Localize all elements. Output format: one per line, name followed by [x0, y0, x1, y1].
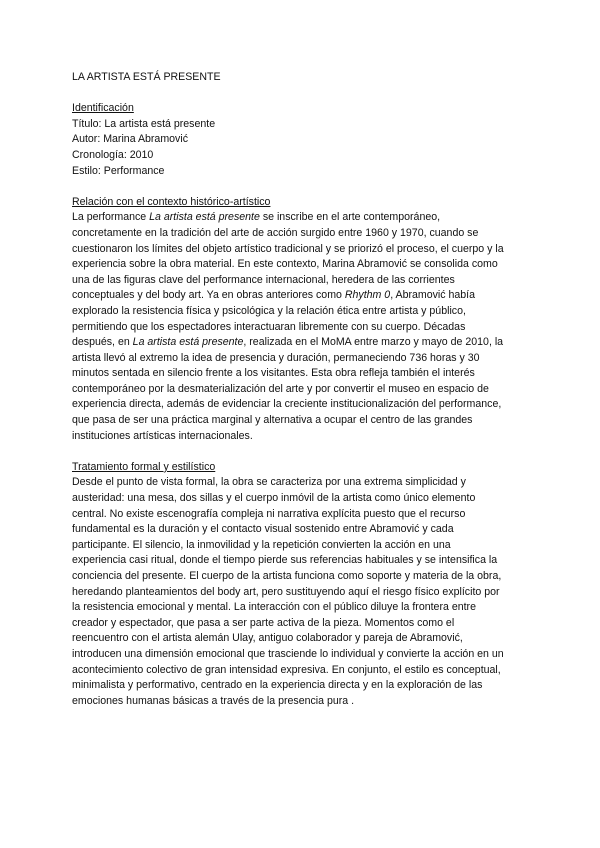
relacion-line: concretamente en la tradición del arte de acción surgido entre 1960 y 1970, cuando se	[72, 226, 479, 239]
relacion-line: contemporáneo por la desmaterialización del arte y por convertir el museo en espacio de	[72, 382, 489, 395]
document-title: LA ARTISTA ESTÁ PRESENTE	[72, 71, 221, 83]
work-title-italic: Rhythm 0	[344, 289, 391, 302]
section-relacion	[72, 195, 530, 445]
tratamiento-line: reencuentro con el artista alemán Ulay, antiguo colaborador y pareja de Abramović,	[72, 632, 463, 645]
tratamiento-line: minimalista y performativo, centrado en la experiencia directa y en la exploración de las	[72, 679, 483, 692]
section-identificacion	[72, 101, 530, 179]
relacion-line: cuestionaron los límites del objeto artístico tradicional y se priorizó el proceso, el cuerpo y la	[72, 242, 504, 255]
tratamiento-line: experiencia casi ritual, donde el tiempo pierde sus referencias habituales y se intensifica la	[72, 554, 498, 567]
relacion-line: permitiendo que los espectadores interactuaran libremente con su cuerpo. Décadas	[72, 320, 466, 333]
tratamiento-line: introducen una dimensión emocional que trasciende lo individual y convierte la acción en un	[72, 647, 504, 660]
tratamiento-line: Desde el punto de vista formal, la obra se caracteriza por una extrema simplicidad y	[72, 476, 466, 489]
section-heading-relacion: Relación con el contexto histórico-artístico	[72, 195, 271, 208]
document-page	[72, 70, 530, 725]
relacion-line: explorado la resistencia física y psicológica y la relación ética entre artista y público,	[72, 304, 466, 317]
tratamiento-line: emociones humanas básicas a través de la presencia pura .	[72, 694, 355, 707]
relacion-line: artista llevó al extremo la idea de presencia y duración, permaneciendo 736 horas y 30	[72, 351, 480, 364]
relacion-line: que pasa de ser una práctica marginal y alternativa a ocupar el centro de las grandes	[72, 414, 473, 427]
tratamiento-line: fundamental es la duración y el contacto visual sostenido entre Abramović y cada	[72, 523, 454, 536]
relacion-line: experiencia sobre la obra material. En este contexto, Marina Abramović se consolida como	[72, 258, 498, 271]
tratamiento-line: conciencia del presente. El cuerpo de la artista funciona como soporte y materia de la obra,	[72, 570, 502, 582]
section-tratamiento	[72, 460, 530, 710]
tratamiento-paragraph	[72, 475, 530, 709]
tratamiento-line: la resistencia emocional y mental. La interacción con el público diluye la frontera entre	[72, 601, 476, 614]
tratamiento-line: central. No existe escenografía compleja ni narrativa explícita puesto que el recurso	[72, 507, 466, 520]
id-estilo: Estilo: Performance	[72, 164, 165, 177]
work-title-italic: La artista está presente	[132, 336, 244, 349]
relacion-line: minutos sentada en silencio frente a los visitantes. Esta obra refleja también el interés	[72, 367, 475, 380]
relacion-line: una de las figuras clave del performance internacional, heredera de las corrientes	[72, 273, 455, 286]
relacion-line: después, en La artista está presente, realizada en el MoMA entre marzo y mayo de 2010, la	[72, 336, 504, 349]
relacion-line: conceptuales y del body art. Ya en obras anteriores como Rhythm 0, Abramović había	[72, 289, 475, 302]
id-autor: Autor: Marina Abramović	[72, 133, 188, 146]
id-titulo: Título: La artista está presente	[72, 117, 216, 130]
relacion-line: La performance La artista está presente se inscribe en el arte contemporáneo,	[72, 211, 441, 224]
tratamiento-line: creador y espectador, que pasa a ser parte activa de la pieza. Momentos como el	[72, 616, 455, 629]
id-cronologia: Cronología: 2010	[72, 148, 154, 161]
work-title-italic: La artista está presente	[149, 211, 260, 224]
relacion-paragraph	[72, 210, 530, 444]
tratamiento-line: acontecimiento colectivo de gran intensidad expresiva. En conjunto, el estilo es conceptual,	[72, 663, 501, 676]
section-heading-tratamiento: Tratamiento formal y estilístico	[72, 460, 216, 473]
relacion-line: experiencia directa, además de evidenciar la creciente institucionalización del performance,	[72, 398, 502, 411]
tratamiento-line: participante. El silencio, la inmovilidad y la repetición convierten la acción en una	[72, 538, 451, 551]
tratamiento-line: heredando planteamientos del body art, pero sustituyendo aquí el riesgo físico explícito por	[72, 585, 500, 598]
relacion-line: instituciones artísticas internacionales.	[72, 429, 253, 442]
tratamiento-line: austeridad: una mesa, dos sillas y el cuerpo inmóvil de la artista como único elemento	[72, 492, 476, 505]
section-heading-identificacion: Identificación	[72, 102, 134, 115]
